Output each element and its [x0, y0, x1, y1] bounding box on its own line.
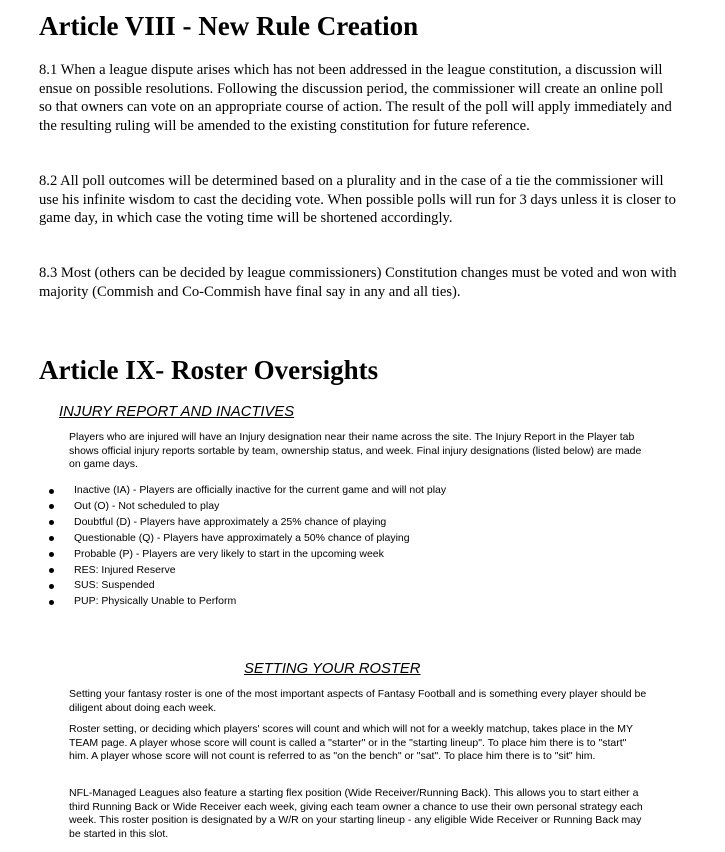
list-item: Questionable (Q) - Players have approximately a 50% chance of playing: [48, 531, 446, 547]
bullet-icon: [49, 536, 54, 541]
bullet-icon: [49, 504, 54, 509]
section-8-2-paragraph: 8.2 All poll outcomes will be determined based on a plurality and in the case of a tie the commissioner will use his infinite wisdom to cast the deciding vote. When possible polls will run for 3 days unless it is closer to game day, in which case the voting time will be shortened accordingly.: [39, 173, 676, 226]
list-item: RES: Injured Reserve: [48, 563, 446, 579]
list-item: Probable (P) - Players are very likely to start in the upcoming week: [48, 547, 446, 563]
injury-report-heading: INJURY REPORT AND INACTIVES: [59, 404, 295, 420]
article-8-title: Article VIII - New Rule Creation: [39, 11, 419, 41]
injury-designation-list: [48, 483, 446, 610]
bullet-icon: [49, 489, 54, 494]
list-item: PUP: Physically Unable to Perform: [48, 594, 446, 610]
bullet-icon: [49, 552, 54, 557]
section-8-1-paragraph: 8.1 When a league dispute arises which has not been addressed in the league constitution, a discussion will ensue on possible resolutions. Following the discussion period, the commissioner will create an online poll so that owners can vote on an appropriate course of action. The result of the poll will apply immediately and the resulting ruling will be amended to the existing constitution for future reference.: [39, 62, 672, 134]
bullet-icon: [49, 600, 54, 605]
section-8-3-paragraph: 8.3 Most (others can be decided by league commissioners) Constitution changes must be voted and won with majority (Commish and Co-Commish have final say in any and all ties).: [39, 265, 677, 300]
list-item: SUS: Suspended: [48, 578, 446, 594]
list-item: Inactive (IA) - Players are officially inactive for the current game and will not play: [48, 483, 446, 499]
roster-paragraph-2: Roster setting, or deciding which players' scores will count and which will not for a weekly matchup, takes place in the MY TEAM page. A player whose score will count is called a "starter" or in the "starting lineup". To place him there is to "start" him. A player whose score will not count is referred to as "on the bench" or "sat". To place him there is to "sit" him.: [69, 723, 633, 763]
roster-paragraph-3: NFL-Managed Leagues also feature a starting flex position (Wide Receiver/Running Back). This allows you to start either a third Running Back or Wide Receiver each week, giving each team owner a chance to use their own personal strategy each week. This roster position is designated by a W/R on your starting lineup - any eligible Wide Receiver or Running Back may be started in this slot.: [69, 787, 643, 840]
setting-roster-heading: SETTING YOUR ROSTER: [244, 661, 421, 677]
bullet-icon: [49, 520, 54, 525]
roster-paragraph-1: Setting your fantasy roster is one of the most important aspects of Fantasy Football and is something every player should be diligent about doing each week.: [69, 688, 647, 714]
list-item: Out (O) - Not scheduled to play: [48, 499, 446, 515]
injury-intro-paragraph: Players who are injured will have an Injury designation near their name across the site. The Injury Report in the Player tab shows official injury reports sortable by team, ownership status, and week. Final injury designations (listed below) are made on game days.: [69, 431, 642, 471]
bullet-icon: [49, 568, 54, 573]
list-item: Doubtful (D) - Players have approximately a 25% chance of playing: [48, 515, 446, 531]
article-9-title: Article IX- Roster Oversights: [39, 355, 379, 385]
bullet-icon: [49, 584, 54, 589]
